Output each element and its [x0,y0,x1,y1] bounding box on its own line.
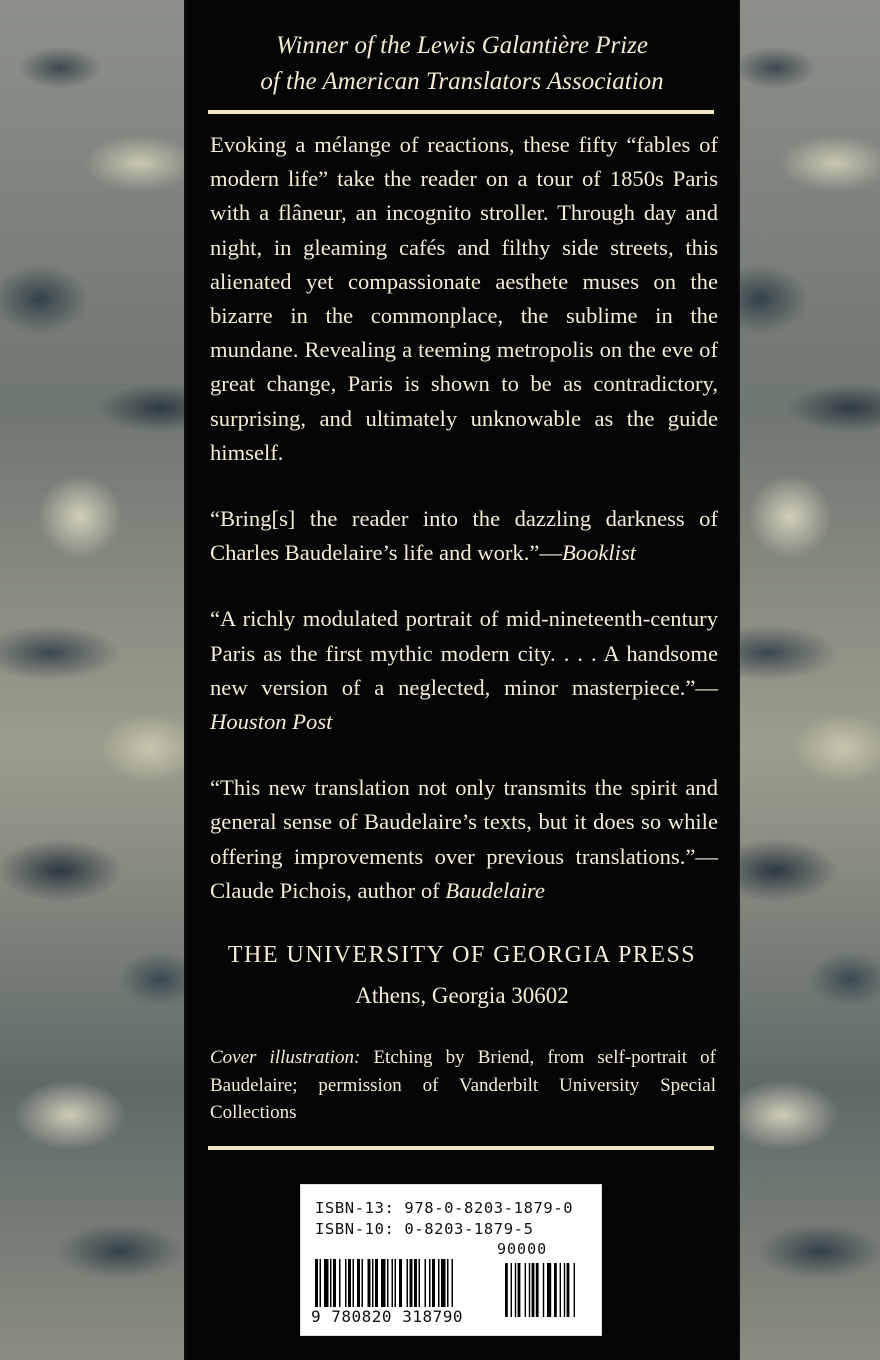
publisher-name: THE UNIVERSITY OF GEORGIA PRESS [227,942,697,968]
back-cover-panel [186,0,738,1360]
barcode-label [300,1184,602,1336]
quote-pichois [210,771,718,908]
quote-source: Houston Post [210,709,333,735]
isbn-10: ISBN-10: 0-8203-1879-5 [315,1220,534,1238]
award-line-2: of the American Translators Association [260,68,664,95]
quote-text: “A richly modulated portrait of mid-nineteenth-century Paris as the first mythic modern city. . . . A handsome new version of a neglected, minor masterpiece.”— [210,606,718,700]
quote-source: Booklist [561,540,637,566]
publisher-address: Athens, Georgia 30602 [355,983,569,1008]
barcode-addon-digits: 90000 [497,1240,548,1258]
quote-text: “Bring[s] the reader into the dazzling darkness of Charles Baudelaire’s life and work.”— [210,506,718,566]
description-paragraph: Evoking a mélange of reactions, these fifty “fables of modern life” take the reader on a tour of 1850s Paris with a flâneur, an incognito stroller. Through day and night, in gleaming cafés and filthy side streets, this alienated yet compassionate aesthete muses on the bizarre in the commonplace, the sublime in the mundane. Revealing a teeming metropolis on the eve of great change, Paris is shown to be as contradictory, surprising, and ultimately unknowable as the guide himself. [210,132,718,465]
cover-credit-label: Cover illustration: [210,1047,361,1068]
marble-background-right [730,0,880,1360]
top-divider [208,110,714,114]
bottom-divider [208,1146,714,1150]
cover-credit [210,1044,716,1127]
quote-houston-post [210,602,718,739]
quote-source: Baudelaire [445,877,545,903]
award-line-1: Winner of the Lewis Galantière Prize [276,32,648,59]
quote-text: “This new translation not only transmits the spirit and general sense of Baudelaire’s texts, but it does so while offering improvements over previous translations.”—Claude Pichois, author of [210,775,718,903]
body-text [210,128,718,908]
marble-background-left [0,0,200,1360]
quote-booklist [210,502,718,570]
award-header [186,28,738,100]
isbn-13: ISBN-13: 978-0-8203-1879-0 [315,1199,574,1217]
cover-credit-text: Etching by Briend, from self-portrait of Baudelaire; permission of Vanderbilt University Special Collections [210,1047,716,1123]
barcode-digits: 9 780820 318790 [311,1307,463,1326]
